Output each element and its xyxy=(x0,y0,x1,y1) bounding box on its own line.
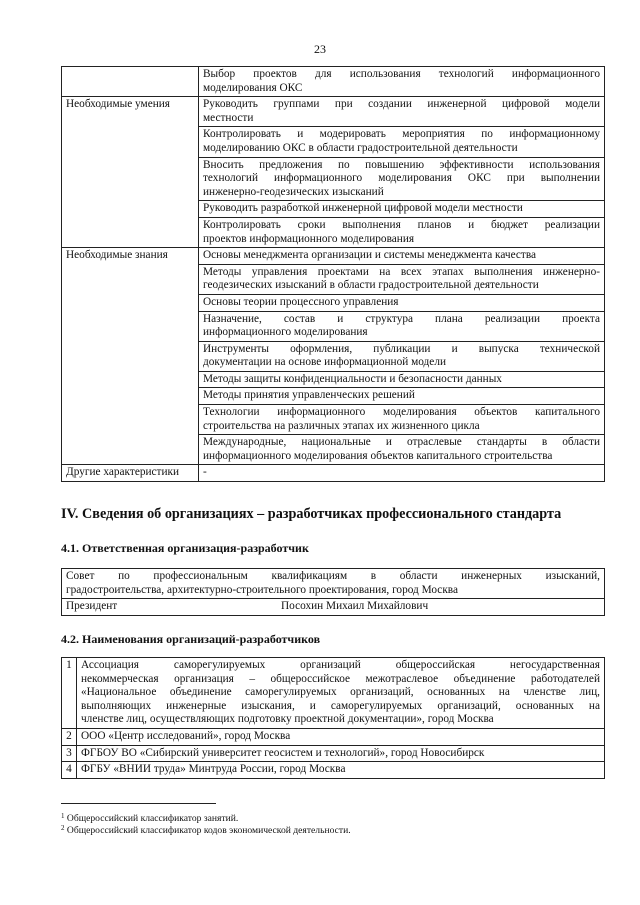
row-item-text xyxy=(199,97,605,127)
developer-line: членстве лиц, осуществляющих подготовку проектной документации», город Москва xyxy=(81,713,494,726)
responsible-org-line: градостроительства, архитектурно-строительного проектирования, город Москва xyxy=(66,583,459,596)
item-line: Инструменты оформления, публикации и выпуска технической xyxy=(203,342,600,355)
developer-line: ФГБУ «ВНИИ труда» Минтруда России, город Москва xyxy=(81,763,346,776)
item-line: Международные, национальные и отраслевые стандарты в области xyxy=(203,436,600,449)
developer-row xyxy=(62,745,605,762)
row-category-label: Другие характеристики xyxy=(62,465,199,482)
row-category-label: Необходимые умения xyxy=(62,97,199,248)
item-line: моделированию ОКС в области градостроительной деятельности xyxy=(203,141,518,154)
skills-knowledge-table xyxy=(61,66,605,482)
responsible-role: Президент xyxy=(66,600,118,613)
item-line: Основы менеджмента организации и системы менеджмента качества xyxy=(203,249,537,262)
subsection-responsible-org-heading: 4.1. Ответственная организация-разработчик xyxy=(61,541,309,555)
item-line: Методы управления проектами на всех этапах выполнения инженерно- xyxy=(203,265,600,278)
footnote-divider xyxy=(61,803,216,804)
responsible-person-cell xyxy=(62,599,605,616)
item-line: - xyxy=(203,466,207,479)
developer-name xyxy=(77,728,605,745)
developer-name xyxy=(77,658,605,729)
section-heading: IV. Сведения об организациях – разработчиках профессионального стандарта xyxy=(61,506,562,522)
row-item-text xyxy=(199,217,605,247)
item-line: Контролировать сроки выполнения планов и бюджет реализации xyxy=(203,218,600,231)
row-item-text xyxy=(199,405,605,435)
item-line: Руководить группами при создании инженерной цифровой модели xyxy=(203,98,600,111)
item-line: строительства на различных этапах их жизненного цикла xyxy=(203,419,480,432)
responsible-org-line: Совет по профессиональным квалификациям в области инженерных изысканий, xyxy=(66,570,600,582)
row-item-text xyxy=(199,371,605,388)
item-line: информационного моделирования объектов капитального строительства xyxy=(203,449,553,462)
item-line: Выбор проектов для использования технологий информационного xyxy=(203,68,600,80)
item-line: местности xyxy=(203,111,254,124)
developer-row xyxy=(62,658,605,729)
row-item-text xyxy=(199,435,605,465)
item-line: Технологии информационного моделирования объектов капитального xyxy=(203,406,600,419)
developer-name xyxy=(77,762,605,779)
row-item-text xyxy=(199,157,605,201)
developer-line: некоммерческая организация – общероссийское межотраслевое объединение работодателей xyxy=(81,672,600,685)
item-line: Назначение, состав и структура плана реализации проекта xyxy=(203,312,600,325)
item-line: Методы принятия управленческих решений xyxy=(203,389,415,402)
developer-line: ФГБОУ ВО «Сибирский университет геосистем и технологий», город Новосибирск xyxy=(81,746,485,759)
item-line: Основы теории процессного управления xyxy=(203,295,399,308)
row-item-text xyxy=(199,264,605,294)
developer-line: Ассоциация саморегулируемых организаций общероссийская негосударственная xyxy=(81,659,600,671)
skills-table-row xyxy=(62,67,605,97)
developer-line: выполняющих инженерные изыскания, и саморегулируемых организаций, основанных на xyxy=(81,699,600,712)
subsection-developers-heading: 4.2. Наименования организаций-разработчиков xyxy=(61,632,321,646)
skills-table-row xyxy=(62,248,605,265)
item-line: Методы защиты конфиденциальности и безопасности данных xyxy=(203,372,502,385)
responsible-org-name-row xyxy=(62,569,605,599)
row-item-text xyxy=(199,294,605,311)
developer-number: 3 xyxy=(62,745,77,762)
item-line: Вносить предложения по повышению эффективности использования xyxy=(203,158,600,171)
developer-number: 4 xyxy=(62,762,77,779)
developer-name xyxy=(77,745,605,762)
item-line: информационного моделирования xyxy=(203,326,368,339)
row-item-text xyxy=(199,388,605,405)
item-line: геодезических изысканий в области градостроительной деятельности xyxy=(203,279,539,292)
page-number: 23 xyxy=(314,42,326,56)
row-item-text xyxy=(199,248,605,265)
developer-line: ООО «Центр исследований», город Москва xyxy=(81,729,291,742)
item-line: проектов информационного моделирования xyxy=(203,232,415,245)
row-item-text xyxy=(199,127,605,157)
item-line: технологий информационного моделирования ОКС при выполнении xyxy=(203,172,600,185)
row-category-label xyxy=(62,67,199,97)
responsible-person-name: Посохин Михаил Михайлович xyxy=(281,600,429,613)
row-item-text xyxy=(199,311,605,341)
item-line: документации на основе информационной модели xyxy=(203,356,446,369)
responsible-org-table xyxy=(61,568,605,616)
footnote-2: $^2$ Общероссийский классификатор кодов экономической деятельности. xyxy=(61,824,351,836)
developer-row xyxy=(62,762,605,779)
developer-number: 1 xyxy=(62,658,77,729)
item-line: моделирования ОКС xyxy=(203,81,303,94)
skills-table-row xyxy=(62,97,605,127)
developer-row xyxy=(62,728,605,745)
row-item-text xyxy=(199,465,605,482)
responsible-org-name xyxy=(62,569,605,599)
item-line: Руководить разработкой инженерной цифровой модели местности xyxy=(203,202,523,215)
row-item-text xyxy=(199,67,605,97)
row-category-label: Необходимые знания xyxy=(62,248,199,465)
item-line: инженерно-геодезических изысканий xyxy=(203,185,384,198)
footnote-1: $^1$ Общероссийский классификатор занятий. xyxy=(61,812,239,824)
developer-number: 2 xyxy=(62,728,77,745)
item-line: Контролировать и модерировать мероприятия по информационному xyxy=(203,128,600,141)
skills-table-row xyxy=(62,465,605,482)
responsible-person-row xyxy=(62,599,605,616)
row-item-text xyxy=(199,201,605,218)
developer-line: «Национальное объединение саморегулируемых организаций, основанных на членстве лиц, xyxy=(81,686,600,699)
row-item-text xyxy=(199,341,605,371)
developers-table xyxy=(61,657,605,779)
